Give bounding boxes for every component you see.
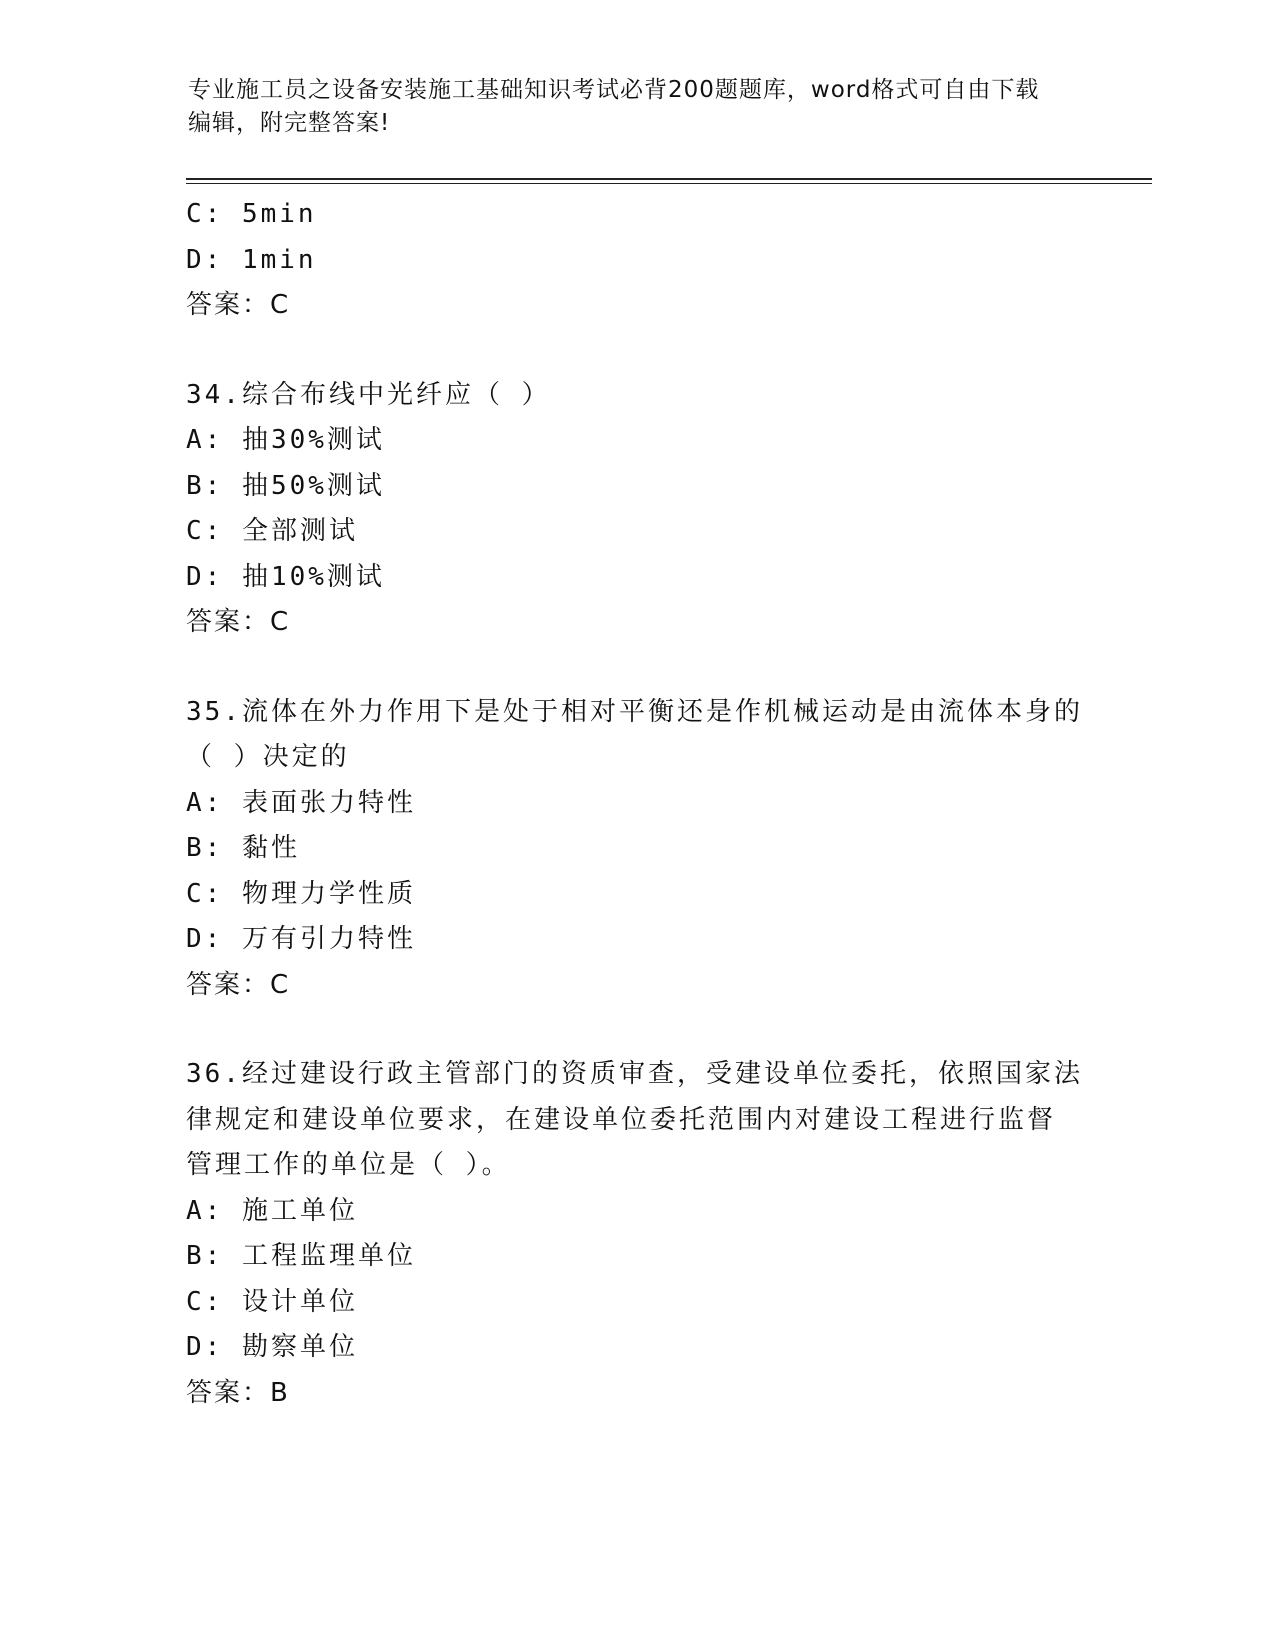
option-b: B: 抽50%测试 xyxy=(186,470,385,501)
option-a: A: 抽30%测试 xyxy=(186,425,385,455)
header-line-1: 专业施工员之设备安装施工基础知识考试必背200题题库，word格式可自由下载 xyxy=(188,77,1040,103)
spacer xyxy=(186,1008,1086,1052)
header-divider-thin xyxy=(186,183,1152,184)
header-divider xyxy=(186,178,1152,180)
option-a: A: 施工单位 xyxy=(186,1195,358,1226)
answer-line: 答案：B xyxy=(186,1377,290,1408)
option-c: C: 物理力学性质 xyxy=(186,878,416,909)
answer-line: 答案：C xyxy=(186,607,291,637)
answer-line: 答案：C xyxy=(186,969,291,1000)
question-continuation xyxy=(186,192,1086,329)
option-c: C: 5min xyxy=(186,199,317,229)
question-text: 律规定和建设单位要求，在建设单位委托范围内对建设工程进行监督 xyxy=(186,1104,1057,1135)
spacer xyxy=(186,646,1086,690)
question-list xyxy=(186,192,1086,1416)
question-36 xyxy=(186,1052,1086,1416)
option-d: D: 1min xyxy=(186,244,317,275)
question-text: 34.综合布线中光纤应（ ） xyxy=(186,379,551,410)
question-text: 35.流体在外力作用下是处于相对平衡还是作机械运动是由流体本身的 xyxy=(186,696,1083,727)
question-text: 管理工作的单位是（ ）。 xyxy=(186,1150,511,1180)
option-d: D: 勘察单位 xyxy=(186,1332,358,1362)
option-b: B: 黏性 xyxy=(186,833,300,863)
option-c: C: 全部测试 xyxy=(186,516,358,546)
answer-line: 答案：C xyxy=(186,290,291,320)
option-d: D: 万有引力特性 xyxy=(186,924,416,954)
question-text: 36.经过建设行政主管部门的资质审查，受建设单位委托，依照国家法 xyxy=(186,1059,1083,1089)
question-35 xyxy=(186,690,1086,1009)
spacer xyxy=(186,329,1086,373)
option-a: A: 表面张力特性 xyxy=(186,787,416,818)
option-c: C: 设计单位 xyxy=(186,1286,358,1317)
question-text: （ ）决定的 xyxy=(186,742,350,772)
document-header xyxy=(188,74,1088,140)
option-d: D: 抽10%测试 xyxy=(186,561,385,592)
option-b: B: 工程监理单位 xyxy=(186,1241,416,1271)
header-line-2: 编辑，附完整答案! xyxy=(188,110,391,136)
question-34 xyxy=(186,373,1086,646)
